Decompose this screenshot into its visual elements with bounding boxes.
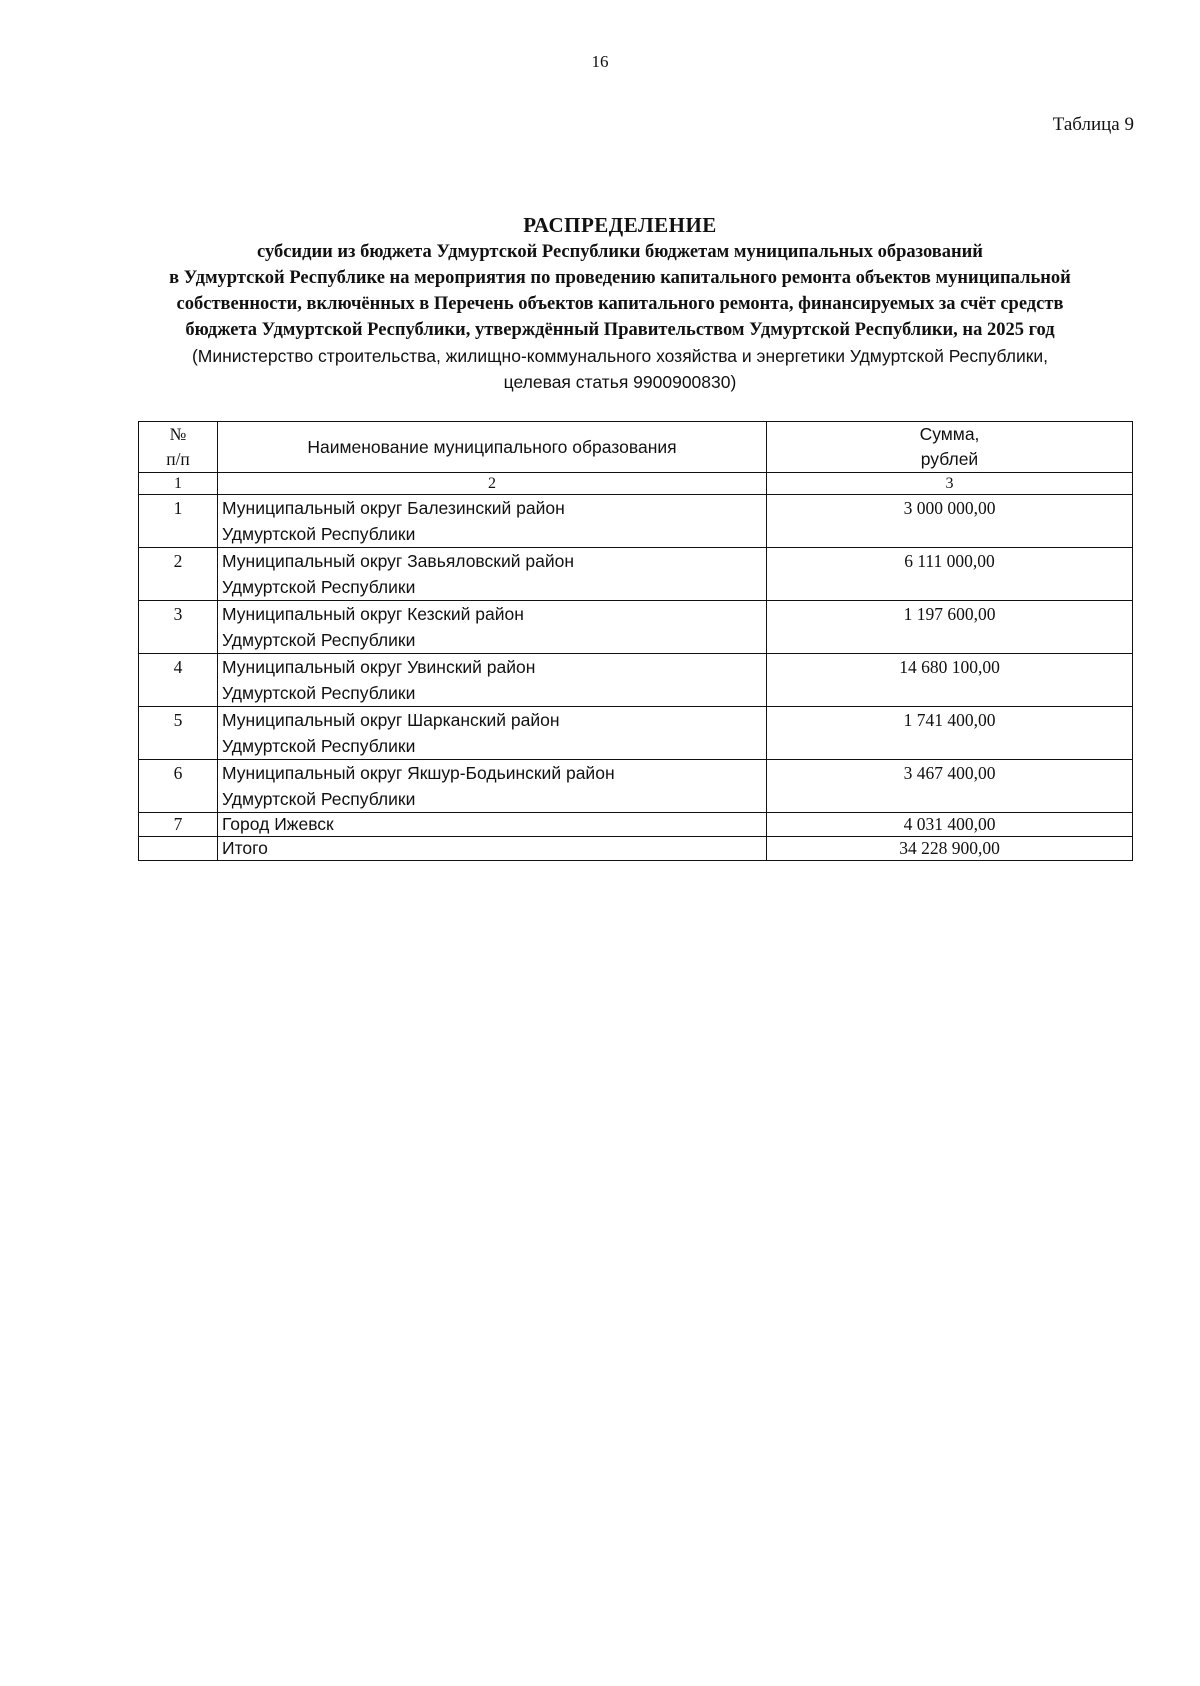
column-index-cell: 1	[139, 473, 218, 495]
row-sum: 3 467 400,00	[767, 760, 1133, 813]
row-sum: 1 197 600,00	[767, 601, 1133, 654]
header-sum-unit: рублей	[920, 449, 979, 469]
header-name-cell: Наименование муниципального образования	[218, 422, 767, 473]
column-index-cell: 3	[767, 473, 1133, 495]
total-sum: 34 228 900,00	[767, 837, 1133, 861]
header-sum-label: Сумма,	[919, 424, 980, 444]
row-name	[218, 548, 767, 601]
row-name	[218, 654, 767, 707]
heading-line: бюджета Удмуртской Республики, утверждённый Правительством Удмуртской Республики, на 2025 год	[185, 320, 1055, 340]
row-name-line: Удмуртской Республики	[222, 577, 416, 597]
heading-line: субсидии из бюджета Удмуртской Республики бюджетам муниципальных образований	[257, 242, 983, 262]
row-num: 4	[139, 654, 218, 707]
table-row	[139, 495, 1133, 548]
page-number: 16	[591, 52, 609, 71]
row-num: 6	[139, 760, 218, 813]
subtitle-line: (Министерство строительства, жилищно-коммунального хозяйства и энергетики Удмуртской Республики,	[191, 346, 1049, 366]
row-name-line: Удмуртской Республики	[222, 789, 416, 809]
total-num	[139, 837, 218, 861]
document-heading	[120, 212, 1120, 395]
column-index-row	[139, 473, 1133, 495]
row-name-line: Муниципальный округ Увинский район	[222, 657, 536, 677]
table-label: Таблица 9	[1052, 114, 1134, 135]
row-name-line: Муниципальный округ Завьяловский район	[222, 551, 574, 571]
row-num: 5	[139, 707, 218, 760]
distribution-table	[138, 421, 1133, 861]
header-num-abbr: п/п	[166, 449, 190, 469]
table-row	[139, 707, 1133, 760]
row-name-line: Муниципальный округ Шарканский район	[222, 710, 560, 730]
heading-subtitle	[120, 343, 1120, 395]
row-num: 1	[139, 495, 218, 548]
heading-title: РАСПРЕДЕЛЕНИЕ	[523, 213, 717, 237]
table-row	[139, 548, 1133, 601]
row-name: Город Ижевск	[218, 813, 767, 837]
row-name-line: Удмуртской Республики	[222, 630, 416, 650]
row-num: 2	[139, 548, 218, 601]
row-name-line: Удмуртской Республики	[222, 736, 416, 756]
row-name-line: Муниципальный округ Балезинский район	[222, 498, 565, 518]
row-sum: 6 111 000,00	[767, 548, 1133, 601]
row-name-line: Муниципальный округ Кезский район	[222, 604, 524, 624]
row-num: 3	[139, 601, 218, 654]
table-row	[139, 601, 1133, 654]
row-name-line: Удмуртской Республики	[222, 683, 416, 703]
table-row-total	[139, 837, 1133, 861]
total-label: Итого	[218, 837, 767, 861]
header-num-symbol: №	[169, 424, 187, 444]
column-index-cell: 2	[218, 473, 767, 495]
table-header-row	[139, 422, 1133, 473]
row-name	[218, 601, 767, 654]
header-sum-cell	[767, 422, 1133, 473]
row-sum: 14 680 100,00	[767, 654, 1133, 707]
header-num-cell	[139, 422, 218, 473]
table-row-city	[139, 813, 1133, 837]
heading-description	[120, 239, 1120, 343]
row-name-line: Муниципальный округ Якшур-Бодьинский район	[222, 763, 615, 783]
row-sum: 1 741 400,00	[767, 707, 1133, 760]
row-name	[218, 760, 767, 813]
row-name-line: Удмуртской Республики	[222, 524, 416, 544]
row-num: 7	[139, 813, 218, 837]
table-row	[139, 760, 1133, 813]
heading-line: в Удмуртской Республике на мероприятия по проведению капитального ремонта объектов муниципальной	[169, 268, 1071, 288]
row-sum: 3 000 000,00	[767, 495, 1133, 548]
table-row	[139, 654, 1133, 707]
row-name	[218, 495, 767, 548]
row-name	[218, 707, 767, 760]
subtitle-line: целевая статья 9900900830)	[503, 372, 737, 392]
heading-line: собственности, включённых в Перечень объектов капитального ремонта, финансируемых за счёт средств	[176, 294, 1064, 314]
row-sum: 4 031 400,00	[767, 813, 1133, 837]
